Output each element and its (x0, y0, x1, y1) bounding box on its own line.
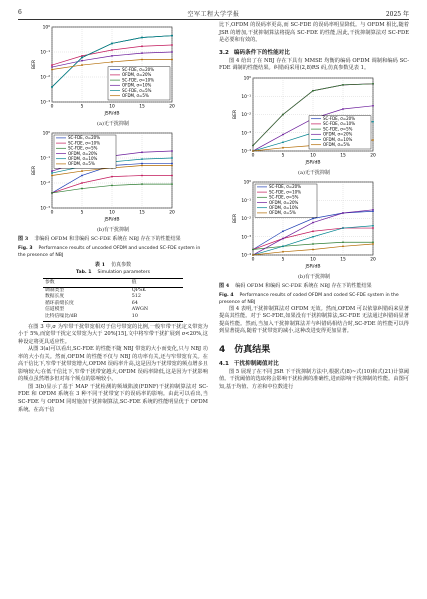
table-header-value: 值 (130, 279, 183, 288)
body-paragraph: 图 4 表明,干扰抑制算法对 OFDM 无效。然而,OFDM 可以依靠纠错码来显著提高其性能。对于 SC-FDE,如果没有干扰抑制算法,SC-FDE 无法通过纠错码显著提高性能。然而,当加入干扰抑制算法并与纠错码相结合时,SC-FDE 的性能可以得到显著提高,随着干扰带宽的减小,这种改进变得更加显著。 (219, 305, 409, 335)
table-cell: 调制类型 (45, 287, 65, 293)
x-tick-label: 15 (139, 210, 145, 216)
x-tick-label: 5 (281, 257, 285, 263)
figure-4b-caption: (b)有干扰抑制 (297, 273, 331, 280)
data-point (51, 192, 53, 194)
legend-label: OFDM, σ=10% (269, 204, 299, 210)
table-cell: AWGN (131, 307, 149, 313)
data-point (282, 141, 284, 143)
data-point (51, 170, 53, 172)
figure-4-caption-cn-text: 编码 OFDM 和编码 SC-FDE 系统在 NBJ 存在下的性能结果 (235, 282, 372, 289)
data-point (342, 227, 344, 229)
data-point (372, 139, 374, 141)
data-point (342, 245, 344, 247)
body-paragraph: 从图 3(a)可以看出,SC-FDE 的性能不随 NBJ 带宽的大小而变化,只与 NBJ 功率的大小有关。然而,OFDM 的性能不仅与 NBJ 的功率有关,还与窄带宽有关。在高干信比下,窄带干扰带宽增大,OFDM 误码率升高,这是因为干扰带宽的频点增多且影响较大;在低干信比下,窄带干扰带宽越大,OFDM 误码率降低,这是因为干扰影响的频点虽然增多但对每个频点的影响较小。 (18, 346, 208, 383)
table-row (43, 307, 183, 314)
data-point (372, 243, 374, 245)
data-point (141, 163, 143, 165)
table-1-label-cn: 表 1 (94, 262, 106, 268)
data-point (171, 183, 173, 185)
journal-title: 空军工程大学学报 (187, 11, 240, 18)
data-point (141, 165, 143, 167)
body-paragraph: 在图 3 中,σ 为窄带干扰带宽相对于信号带宽的比例,一般窄带干扰定义带宽为小于 5%,而宽带干扰定义带宽为大于 20%[15],文中将窄带干扰扩展到 σ<20%,这种设定将更具适应性。 (18, 323, 208, 345)
x-tick-label: 10 (310, 257, 316, 263)
table-header-row (43, 279, 183, 288)
data-point (81, 170, 83, 172)
y-tick-label: 10⁰ (42, 131, 50, 137)
page-number: 6 (18, 9, 22, 16)
table-cell: 数据长度 (45, 294, 65, 300)
data-point (81, 60, 83, 62)
data-point (111, 43, 113, 45)
y-axis-label: BER (32, 165, 37, 176)
table-cell: 比特信噪比/dB (43, 314, 130, 321)
data-point (171, 163, 173, 165)
legend-label: OFDM, σ=20% (68, 150, 98, 156)
figure-4a-chart (219, 73, 409, 165)
legend-label: OFDM, σ=10% (323, 136, 353, 142)
legend-label: SC-FDE, σ=5% (323, 126, 353, 132)
data-point (111, 61, 113, 63)
x-tick-label: 15 (340, 257, 346, 263)
x-tick-label: 0 (50, 104, 54, 110)
data-point (372, 227, 374, 229)
data-point (171, 59, 173, 61)
figure-3-caption-en-text: Performance results of uncoded OFDM and uncoded SC-FDE system in the presence of NBJ (18, 246, 201, 258)
data-point (312, 243, 314, 245)
figure-3-caption-cn (18, 236, 208, 243)
table-row (43, 287, 183, 294)
figure-3b-chart (18, 128, 208, 222)
body-paragraph: 图 3(b)显示了基于 MAP 干扰检测的频域陷波(FDNF)干扰抑制算法对 SC-FDE 和 OFDM 系统在 3 种不同干扰带宽下的误码率的影响。由此可以看出,当 SC-FDE 与 OFDM 同时施加干扰抑制算法,SC-FDE 系统的性能明显优于 OFDM 系统。在高干信 (18, 383, 208, 413)
running-header (18, 7, 409, 20)
x-tick-label: 15 (139, 104, 145, 110)
data-point (312, 221, 314, 223)
data-point (51, 175, 53, 177)
data-point (111, 49, 113, 51)
legend-label: OFDM, σ=10% (68, 156, 98, 161)
x-tick-label: 10 (109, 210, 115, 216)
table-1-title-en: Simulation parameters (97, 270, 151, 275)
legend-label: OFDM, σ=20% (269, 199, 299, 205)
data-point (342, 212, 344, 214)
y-axis-label: BER (32, 59, 37, 70)
legend-label: SC-FDE, σ=20% (323, 115, 356, 121)
data-point (81, 55, 83, 57)
legend-label: OFDM, σ=20% (122, 72, 152, 78)
section-number: 4 (219, 344, 226, 355)
figure-3b-caption: (b)有干扰抑制 (96, 227, 130, 233)
data-point (342, 84, 344, 86)
legend-label: OFDM, σ=10% (122, 82, 152, 88)
x-tick-label: 20 (370, 257, 376, 263)
legend-label: SC-FDE, σ=20% (68, 135, 101, 141)
table-cell: 10 (130, 314, 183, 321)
figure-4-caption-cn (219, 283, 409, 290)
data-point (282, 133, 284, 135)
data-point (111, 176, 113, 178)
body-paragraph: 图 5 展现了在不同 JSR 下干扰抑制方法中,根据式(8)~式(10)和式(21)计算阈值。干扰阈值的选取将会影响干扰检测的准确性,进而影响干扰抑制的性能。由图可知,基于均值、方差和中位数进行 (219, 368, 409, 391)
table-1-caption-en (18, 269, 208, 276)
data-point (282, 237, 284, 239)
section-title: 仿真结果 (234, 344, 271, 355)
data-point (282, 251, 284, 253)
data-point (282, 147, 284, 149)
section-heading-4-1 (219, 359, 409, 367)
data-point (372, 225, 374, 227)
data-point (81, 175, 83, 177)
legend-label: OFDM, σ=20% (323, 131, 353, 137)
journal-year: 2025 年 (385, 11, 409, 18)
data-point (282, 245, 284, 247)
legend-label: SC-FDE, σ=20% (269, 183, 302, 189)
body-paragraph: 图 4 给出了在 NBJ 存在下具有 MMSE 均衡的编码 OFDM 调制和编码 SC-FDE 调制的性能结果。纠错码采用(2,8)RS 码,仿真参数见表 1。 (219, 57, 409, 72)
data-point (282, 230, 284, 232)
data-point (171, 44, 173, 46)
table-row (43, 294, 183, 301)
y-tick-label: 10⁻² (241, 216, 251, 222)
legend-label: SC-FDE, σ=10% (323, 120, 356, 126)
section-heading-4 (219, 342, 409, 355)
data-point (141, 45, 143, 47)
data-point (171, 157, 173, 159)
figure-3-label-cn: 图 3 (18, 236, 29, 242)
data-point (312, 90, 314, 92)
table-cell: 512 (131, 294, 141, 300)
data-point (312, 236, 314, 238)
data-point (312, 217, 314, 219)
body-paragraph: 比下,OFDM 的误码率更高,而 SC-FDE 的误码率明显降低。与 OFDM 相比,随着 JSR 的增加,干扰抑制算法将提高 SC-FDE 的性能,因此,干扰抑制算法对 SC-FDE 是必要和有效的。 (219, 22, 409, 44)
x-axis-label: JSR/dB (305, 160, 321, 165)
data-point (141, 183, 143, 185)
legend-label: SC-FDE, σ=20% (122, 67, 155, 72)
figure-4 (219, 73, 409, 306)
y-tick-label: 10⁻¹ (40, 156, 50, 162)
data-point (282, 113, 284, 115)
legend-label: OFDM, σ=5% (68, 161, 95, 167)
data-point (171, 175, 173, 177)
table-cell: 信道模型 (45, 307, 65, 313)
x-tick-label: 0 (251, 257, 255, 263)
data-point (141, 52, 143, 54)
y-axis-label: BER (233, 109, 238, 119)
y-tick-label: 10⁻³ (241, 131, 251, 137)
table-cell: 循环前缀长度 (45, 300, 74, 306)
data-point (171, 150, 173, 152)
figure-3-label-en: Fig. 3 (18, 246, 33, 251)
x-axis-label: JSR/dB (104, 111, 120, 116)
table-1-label-en: Tab. 1 (75, 270, 92, 275)
figure-3 (18, 22, 208, 259)
data-point (252, 254, 254, 256)
table-row (43, 314, 183, 321)
y-tick-label: 10⁻³ (40, 100, 50, 106)
figure-4-label-en: Fig. 4 (219, 292, 234, 298)
data-point (81, 57, 83, 59)
table-1-caption-cn (18, 262, 208, 269)
table-cell: QPSK (131, 287, 146, 293)
section-number: 4.1 (219, 360, 229, 367)
table-1 (43, 278, 183, 322)
y-tick-label: 10⁻¹ (241, 94, 251, 100)
figure-4b-chart (219, 177, 409, 269)
x-tick-label: 20 (169, 210, 175, 216)
y-tick-label: 10⁰ (243, 76, 251, 82)
data-point (51, 64, 53, 66)
data-point (111, 55, 113, 57)
data-point (51, 69, 53, 71)
data-point (81, 64, 83, 66)
x-tick-label: 20 (169, 104, 175, 110)
section-heading-3-2 (219, 48, 409, 56)
data-point (252, 248, 254, 250)
x-axis-label: JSR/dB (104, 217, 120, 222)
data-point (372, 241, 374, 243)
data-point (372, 105, 374, 107)
data-point (372, 209, 374, 211)
data-point (141, 37, 143, 39)
x-tick-label: 10 (109, 104, 115, 110)
y-tick-label: 10⁻² (40, 181, 50, 187)
data-point (171, 51, 173, 53)
data-point (51, 86, 53, 88)
table-header-param: 参数 (43, 279, 130, 288)
data-point (141, 158, 143, 160)
legend-label: SC-FDE, σ=10% (122, 77, 155, 83)
figure-4-caption-en (219, 292, 409, 306)
section-title: 干扰抑制阈值对比 (233, 360, 279, 367)
x-axis-label: JSR/dB (305, 264, 321, 269)
x-tick-label: 10 (310, 153, 316, 159)
figure-4a-caption: (a)无干扰抑制 (298, 169, 330, 176)
legend-label: OFDM, σ=5% (269, 209, 296, 215)
data-point (252, 144, 254, 146)
data-point (372, 121, 374, 123)
y-tick-label: 10⁻³ (40, 206, 50, 212)
data-point (51, 172, 53, 174)
legend-label: SC-FDE, σ=5% (68, 145, 98, 151)
figure-3a-chart (18, 22, 208, 116)
y-tick-label: 10⁻¹ (241, 198, 251, 204)
data-point (342, 108, 344, 110)
x-tick-label: 5 (80, 104, 84, 110)
left-column (18, 22, 208, 414)
x-tick-label: 20 (370, 153, 376, 159)
y-tick-label: 10⁻⁴ (241, 149, 251, 155)
figure-3-caption-cn-text: 非编码 OFDM 和非编码 SC-FDE 系统在 NBJ 存在下的性能结果 (34, 236, 181, 242)
y-tick-label: 10⁻² (241, 112, 251, 118)
table-1-title-cn: 仿真参数 (111, 262, 132, 268)
data-point (81, 188, 83, 190)
y-tick-label: 10⁻² (40, 75, 50, 81)
data-point (141, 175, 143, 177)
y-tick-label: 10⁰ (42, 25, 50, 31)
figure-3a-caption: (a)无干扰抑制 (97, 121, 129, 127)
legend-label: SC-FDE, σ=5% (269, 194, 299, 200)
y-tick-label: 10⁻¹ (40, 50, 50, 56)
table-row (43, 301, 183, 308)
legend-label: OFDM, σ=5% (323, 141, 350, 147)
section-title: 编码条件下的性能对比 (233, 49, 290, 56)
y-tick-label: 10⁻⁴ (241, 253, 251, 259)
y-tick-label: 10⁻³ (241, 235, 251, 241)
x-tick-label: 5 (281, 153, 285, 159)
data-point (171, 35, 173, 37)
legend-label: OFDM, σ=5% (122, 93, 149, 98)
data-point (342, 241, 344, 243)
y-tick-label: 10⁰ (243, 180, 251, 186)
data-point (141, 151, 143, 153)
table-cell: 64 (131, 300, 138, 306)
data-point (81, 182, 83, 184)
data-point (252, 150, 254, 152)
data-point (141, 59, 143, 61)
data-point (372, 83, 374, 85)
data-point (51, 66, 53, 68)
right-column (219, 22, 409, 392)
section-number: 3.2 (219, 49, 229, 56)
legend-label: SC-FDE, σ=5% (122, 87, 152, 93)
y-axis-label: BER (233, 213, 238, 223)
legend-label: SC-FDE, σ=10% (269, 189, 302, 195)
legend-label: SC-FDE, σ=10% (68, 140, 101, 146)
data-point (111, 185, 113, 187)
figure-4-caption-en-text: Performance results of coded OFDM and coded SC-FDE system in the presence of NBJ (219, 292, 399, 305)
x-tick-label: 0 (50, 210, 54, 216)
data-point (171, 165, 173, 167)
figure-3-caption-en (18, 245, 208, 259)
x-tick-label: 15 (340, 153, 346, 159)
x-tick-label: 0 (251, 153, 255, 159)
figure-4-label-cn: 图 4 (219, 282, 230, 289)
x-tick-label: 5 (80, 210, 84, 216)
data-point (312, 230, 314, 232)
data-point (312, 248, 314, 250)
